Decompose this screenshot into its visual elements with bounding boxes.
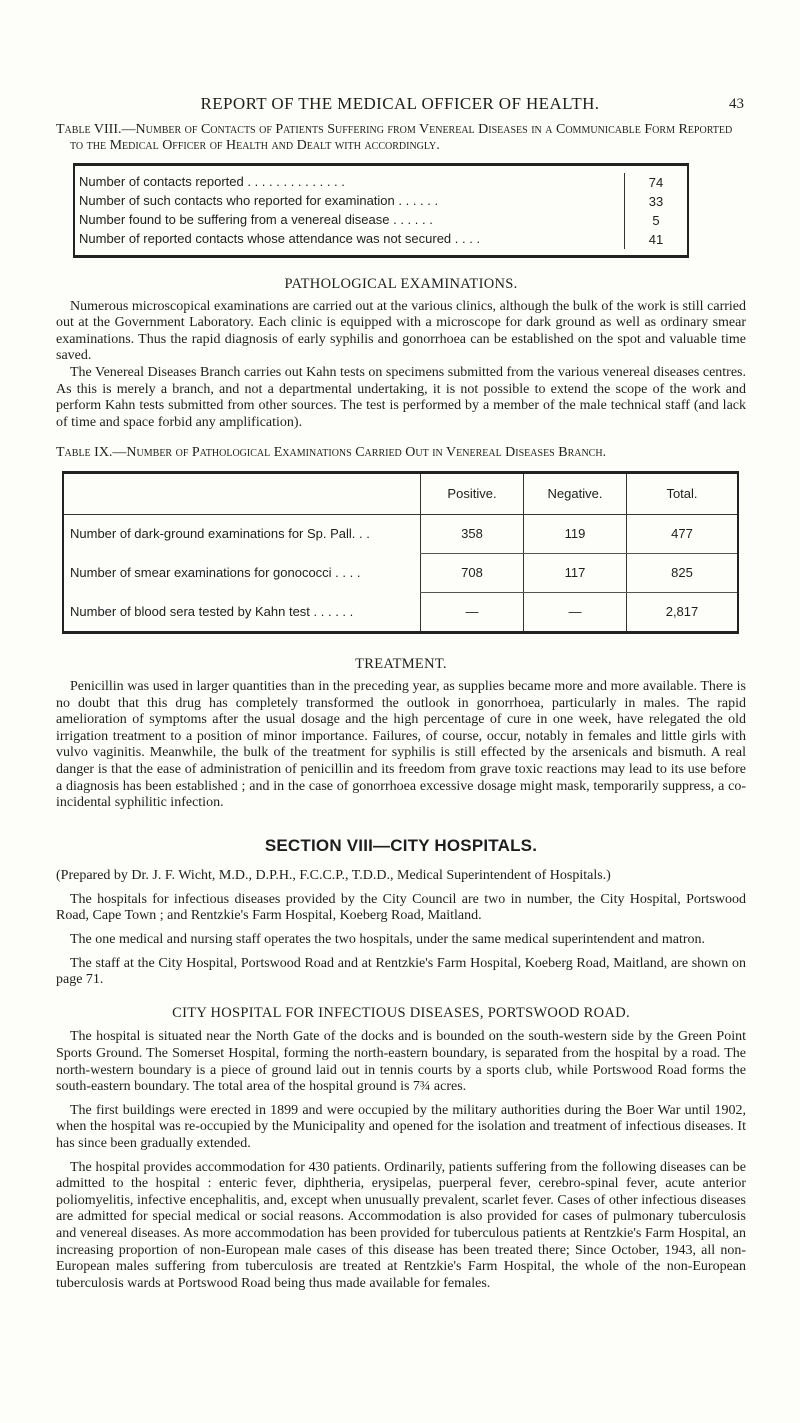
table-row: [63, 515, 738, 554]
table-row-value: 41: [624, 230, 687, 249]
table-viii: [73, 163, 689, 258]
table-row: [75, 173, 687, 192]
pathological-paragraph: Numerous microscopical examinations are carried out at the various clinics, although the bulk of the work is still carried out at the Government Laboratory. Each clinic is equipped with a microscope for dark ground as well as ordinary smear examinations. Thus the rapid diagnosis of early syphilis and gonorrhoea can be established on the spot and valuable time saved.: [56, 298, 746, 364]
table-row-value: 5: [624, 211, 687, 230]
table-header-row: [63, 473, 738, 515]
city-hospital-paragraph: The hospital provides accommodation for 430 patients. Ordinarily, patients suffering from the following diseases can be admitted to the hospital : enteric fever, diphtheria, erysipelas, puerperal fever, cerebro-spinal fever, acute anterior poliomyelitis, infective encephalitis, and, except when unusually prevalent, scarlet fever. Cases of other infectious diseases are admitted for special medical or social reasons. Accommodation is also provided for cases of pulmonary tuberculosis and venereal diseases. As more accommodation has been provided for tuberculous patients at Rentzkie's Farm Hospital, an increasing proportion of non-European male cases of this disease has been treated there; Since October, 1943, all non-European males suffering from tuberculosis are treated at Rentzkie's Farm Hospital, the whole of the non-European tuberculosis wards at Portswood Road being thus made available for females.: [56, 1159, 746, 1291]
treatment-paragraph: Penicillin was used in larger quantities than in the preceding year, as supplies became more and more available. There is no doubt that this drug has completely transformed the outlook in gonorrhoea, particularly in males. The rapid amelioration of symptoms after the usual dosage and the high percentage of cure in one week, have relegated the old irrigation treatment to a position of minor importance. Failures, of course, occur, notably in females and little girls with vulvo vaginitis. Meanwhile, the bulk of the treatment for syphilis is still effected by the arsenicals and bismuth. A real danger is that the ease of administration of penicillin and its freedom from grave toxic reactions may lead to its use before a diagnosis has been established ; and in the case of gonorrhoea excessive dosage might mask, temporarily suppress, a co-incidental syphilitic infection.: [56, 678, 746, 811]
table-ix: [62, 471, 739, 634]
negative-cell: 117: [524, 554, 627, 593]
table-row-label: Number of dark-ground examinations for Sp. Pall. . .: [70, 526, 370, 542]
pathological-heading: PATHOLOGICAL EXAMINATIONS.: [284, 276, 518, 292]
city-hospital-paragraph: The hospital is situated near the North Gate of the docks and is bounded on the south-western side by the Green Point Sports Ground. The Somerset Hospital, forming the north-eastern boundary, is separated from the hospital by a road. The north-western boundary is a piece of ground laid out in tennis courts by a sports club, while Portswood Road forms the south-eastern boundary. The total area of the hospital ground is 7¾ acres.: [56, 1029, 746, 1095]
section-paragraph: The one medical and nursing staff operates the two hospitals, under the same medical superintendent and matron.: [70, 932, 705, 948]
city-hospital-paragraph: The first buildings were erected in 1899 and were occupied by the military authorities during the Boer War until 1902, when the hospital was re-occupied by the Municipality and opened for the isolation and treatment of infectious diseases. It has since been gradually extended.: [56, 1102, 746, 1151]
table-row: [75, 230, 687, 249]
table-corner-cell: [63, 473, 421, 515]
section-paragraph: The staff at the City Hospital, Portswood Road and at Rentzkie's Farm Hospital, Koeberg Road, Maitland, are shown on page 71.: [56, 955, 746, 988]
table-row-value: 74: [624, 173, 687, 192]
table-row-label: Number of blood sera tested by Kahn test . . . . . .: [70, 603, 354, 619]
table-viii-caption: Table VIII.—Number of Contacts of Patients Suffering from Venereal Diseases in a Communicable Form Reported to the Medical Officer of Health and Dealt with accordingly.: [56, 122, 733, 153]
running-title: REPORT OF THE MEDICAL OFFICER OF HEALTH.: [200, 94, 600, 113]
table-row-label: Number of such contacts who reported for examination . . . . . .: [79, 193, 439, 209]
column-header-total: Total.: [627, 473, 739, 515]
total-cell: 825: [627, 554, 739, 593]
column-header-negative: Negative.: [524, 473, 627, 515]
pathological-paragraph: The Venereal Diseases Branch carries out Kahn tests on specimens submitted from the various venereal diseases centres. As this is merely a branch, and not a departmental undertaking, it is not possible to extend the scope of the work and perform Kahn tests submitted from other sources. The test is performed by a member of the male technical staff (and lack of time and space forbid any amplification).: [56, 364, 746, 430]
table-row: [63, 554, 738, 593]
section-viii-title: SECTION VIII—CITY HOSPITALS.: [264, 835, 538, 855]
page-number: 43: [729, 96, 744, 112]
prepared-by-note: (Prepared by Dr. J. F. Wicht, M.D., D.P.H., F.C.C.P., T.D.D., Medical Superintendent of Hospitals.): [56, 868, 611, 884]
table-row-label: Number found to be suffering from a venereal disease . . . . . .: [79, 212, 433, 228]
city-hospital-heading: CITY HOSPITAL FOR INFECTIOUS DISEASES, PORTSWOOD ROAD.: [172, 1004, 630, 1021]
column-header-positive: Positive.: [421, 473, 524, 515]
treatment-heading: TREATMENT.: [355, 656, 447, 673]
table-row-label: Number of contacts reported . . . . . . . . . . . . . .: [79, 174, 345, 190]
positive-cell: —: [421, 593, 524, 633]
table-ix-caption: Table IX.—Number of Pathological Examinations Carried Out in Venereal Diseases Branch.: [56, 445, 607, 461]
table-row: [63, 593, 738, 633]
section-paragraph: The hospitals for infectious diseases provided by the City Council are two in number, the City Hospital, Portswood Road, Cape Town ; and Rentzkie's Farm Hospital, Koeberg Road, Maitland.: [56, 891, 746, 924]
negative-cell: —: [524, 593, 627, 633]
table-row-label: Number of reported contacts whose attendance was not secured . . . .: [79, 231, 481, 247]
table-row: [75, 211, 687, 230]
table-row-label: Number of smear examinations for gonococci . . . .: [70, 565, 361, 581]
positive-cell: 708: [421, 554, 524, 593]
negative-cell: 119: [524, 515, 627, 554]
table-row: [75, 192, 687, 211]
total-cell: 2,817: [627, 593, 739, 633]
positive-cell: 358: [421, 515, 524, 554]
page-content: [56, 122, 746, 1292]
total-cell: 477: [627, 515, 739, 554]
table-row-value: 33: [624, 192, 687, 211]
